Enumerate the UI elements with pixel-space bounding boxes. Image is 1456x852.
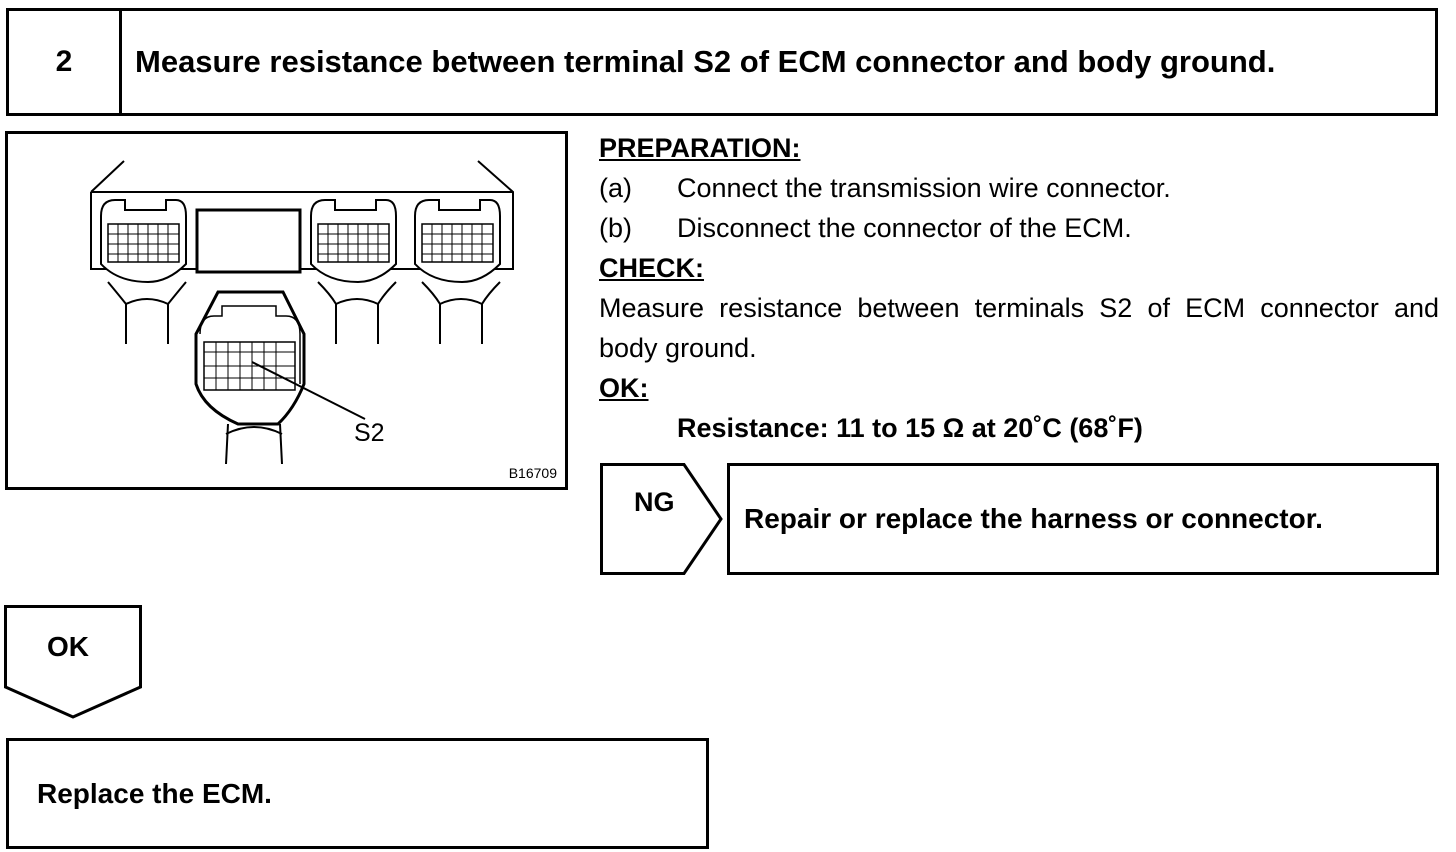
check-text: Measure resistance between terminals S2 of ECM connector and body ground.: [599, 293, 1439, 363]
connector-1: [101, 200, 186, 344]
ok-result-box: [6, 738, 709, 849]
connector-4: [415, 200, 500, 344]
ng-result-box: [727, 463, 1439, 575]
instructions: [599, 128, 1439, 448]
ecm-connector-illustration: [5, 131, 568, 490]
item-letter: (a): [599, 173, 632, 203]
preparation-heading: PREPARATION:: [599, 133, 801, 163]
item-text: Connect the transmission wire connector.: [677, 173, 1171, 203]
ng-result-text: Repair or replace the harness or connector.: [744, 503, 1323, 534]
figure-code: B16709: [508, 465, 557, 481]
preparation-item: [599, 208, 1439, 248]
ok-label: OK: [47, 631, 89, 662]
item-text: Disconnect the connector of the ECM.: [677, 213, 1132, 243]
step-title: Measure resistance between terminal S2 of ECM connector and body ground.: [135, 44, 1276, 79]
step-header: [6, 8, 1438, 116]
item-letter: (b): [599, 213, 632, 243]
ecm-connector-diagram: [8, 134, 565, 487]
step-number: 2: [9, 11, 122, 113]
check-heading: CHECK:: [599, 253, 704, 283]
connector-2-disconnected: [196, 292, 365, 464]
ok-heading: OK:: [599, 373, 649, 403]
ok-result-text: Replace the ECM.: [37, 777, 272, 809]
resistance-spec: Resistance: 11 to 15 Ω at 20˚C (68˚F): [677, 413, 1143, 443]
ng-arrow-box: [600, 463, 724, 575]
terminal-s2-label: S2: [354, 419, 385, 447]
ng-label: NG: [634, 487, 675, 517]
preparation-item: [599, 168, 1439, 208]
connector-3: [311, 200, 396, 344]
